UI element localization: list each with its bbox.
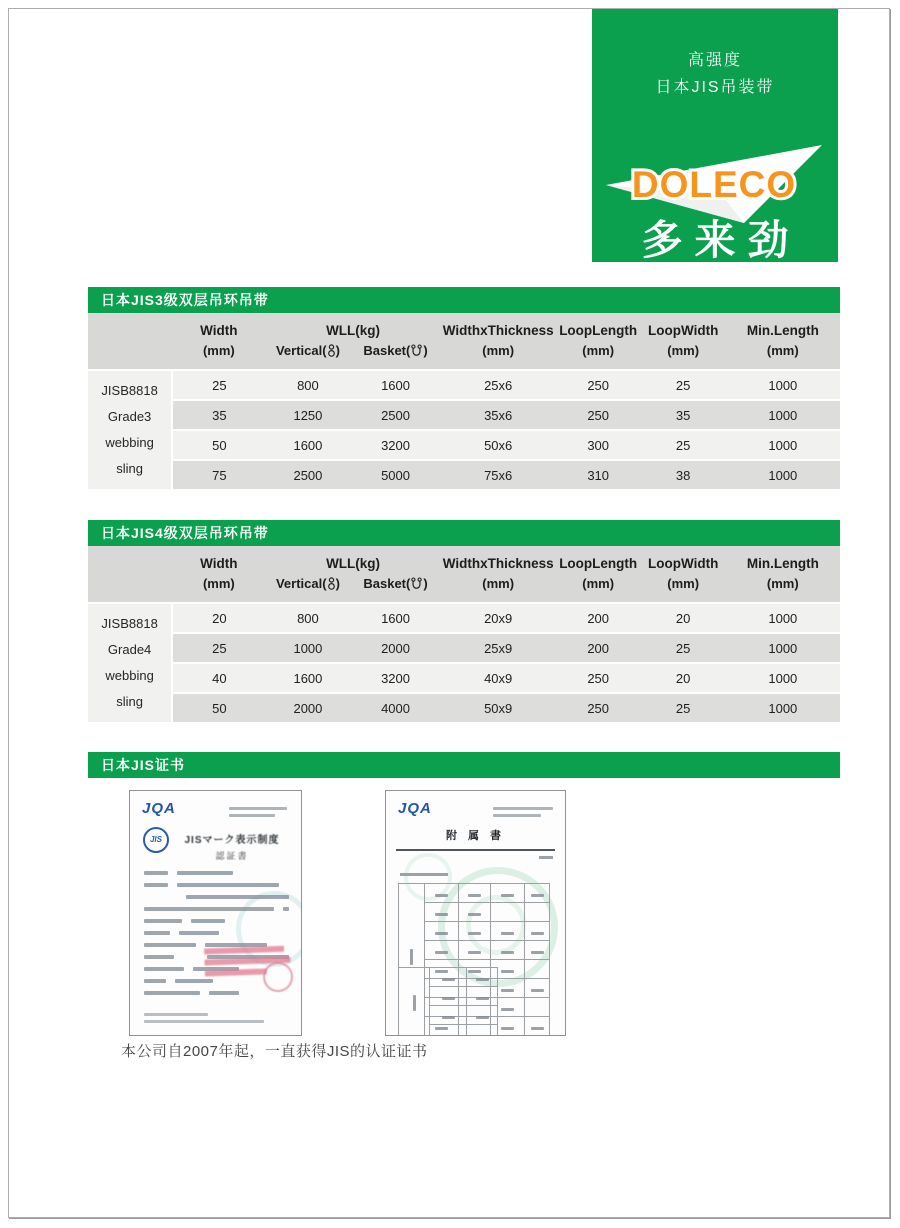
cell	[425, 941, 459, 960]
cell: 3200	[350, 663, 440, 693]
cell: 75	[172, 460, 265, 489]
cert-header-text-lines	[493, 807, 555, 821]
cert-title-line2: 認証書	[215, 851, 249, 861]
unit-mm: (mm)	[726, 574, 840, 603]
spec-table-grade4	[88, 546, 840, 722]
cert-title: 附 属 書	[445, 830, 506, 842]
row-label-line: sling	[116, 694, 143, 709]
cell: 35x6	[441, 400, 556, 430]
blurred-text-line	[144, 919, 289, 923]
cell: 25	[641, 693, 726, 722]
cell: 1000	[726, 460, 840, 489]
cell	[525, 960, 550, 979]
blurred-text-line	[493, 814, 541, 817]
cell: 5000	[350, 460, 440, 489]
cell	[430, 987, 467, 1006]
unit-mm: (mm)	[441, 341, 556, 370]
col-header-width-thickness: WidthxThickness	[441, 313, 556, 341]
col-header-width: Width	[172, 313, 265, 341]
cell	[425, 884, 459, 903]
row-label-line: sling	[116, 461, 143, 476]
blurred-text-line	[144, 1013, 208, 1016]
certificate-jis-left	[129, 790, 302, 1036]
cell: 38	[641, 460, 726, 489]
cell: 2000	[265, 693, 350, 722]
cell: 2500	[265, 460, 350, 489]
cell	[491, 941, 525, 960]
cell: 1600	[265, 663, 350, 693]
cell: 2000	[350, 633, 440, 663]
cell	[525, 1017, 550, 1036]
cert-table-secondary	[398, 967, 498, 1036]
cell: 40	[172, 663, 265, 693]
cell: 25	[641, 370, 726, 400]
cert-title	[174, 831, 290, 862]
cell: 1600	[350, 370, 440, 400]
row-label-line: Grade3	[107, 409, 152, 424]
cell	[467, 968, 498, 987]
cell	[459, 941, 491, 960]
basket-hitch-icon	[406, 576, 428, 591]
row-label-line: JISB8818	[101, 383, 158, 398]
col-header-loop-length: LoopLength	[556, 546, 641, 574]
unit-mm: (mm)	[641, 574, 726, 603]
certificate-jis-right	[385, 790, 566, 1036]
cell: 1600	[350, 603, 440, 633]
col-header-min-length: Min.Length	[726, 546, 840, 574]
cell	[430, 968, 467, 987]
jqa-logo: JQA	[142, 800, 176, 817]
cell: 200	[556, 633, 641, 663]
cell: 1000	[726, 603, 840, 633]
cell	[525, 922, 550, 941]
cell	[425, 922, 459, 941]
jqa-logo: JQA	[398, 800, 432, 817]
cell: 4000	[350, 693, 440, 722]
cell: 310	[556, 460, 641, 489]
corner-cell	[88, 313, 172, 370]
cell: 200	[556, 603, 641, 633]
cell	[459, 922, 491, 941]
cell: 300	[556, 430, 641, 460]
cell: 25	[172, 633, 265, 663]
row-label-line: Grade4	[107, 642, 152, 657]
cell: 250	[556, 400, 641, 430]
cell: 3200	[350, 430, 440, 460]
tagline-line2: 日本JIS吊装带	[655, 79, 775, 96]
jis-mark-icon: JIS	[143, 827, 169, 853]
cell	[525, 979, 550, 998]
row-label-line: JISB8818	[101, 616, 158, 631]
cell: 35	[641, 400, 726, 430]
cell	[491, 903, 525, 922]
vertical-label: Vertical	[275, 576, 323, 591]
cert-title-line1: JISマーク表示制度	[184, 835, 280, 846]
cell	[459, 903, 491, 922]
col-header-loop-width: LoopWidth	[641, 313, 726, 341]
cell: 40x9	[441, 663, 556, 693]
blurred-text-line	[144, 871, 289, 875]
col-header-vertical	[265, 574, 350, 603]
blurred-text-line	[539, 856, 553, 859]
blurred-text-line	[144, 1020, 264, 1023]
cell	[459, 884, 491, 903]
cert-header-text-lines	[229, 807, 291, 821]
cell: 35	[172, 400, 265, 430]
cell	[467, 1006, 498, 1025]
tagline-line1: 高强度	[687, 52, 742, 69]
cell: 75x6	[441, 460, 556, 489]
unit-mm: (mm)	[172, 341, 265, 370]
divider	[396, 849, 555, 851]
cell	[425, 903, 459, 922]
section-banner-certificates: 日本JIS证书	[88, 752, 840, 778]
unit-mm: (mm)	[726, 341, 840, 370]
col-header-min-length: Min.Length	[726, 313, 840, 341]
row-label-line: webbing	[105, 435, 154, 450]
col-header-vertical	[265, 341, 350, 370]
col-header-wll: WLL(kg)	[265, 546, 440, 574]
blurred-text-line	[400, 873, 448, 876]
cell: 1000	[726, 663, 840, 693]
unit-mm: (mm)	[556, 574, 641, 603]
cell: 1000	[726, 370, 840, 400]
cell: 800	[265, 370, 350, 400]
unit-mm: (mm)	[641, 341, 726, 370]
cell: 250	[556, 370, 641, 400]
blurred-text-line	[229, 807, 287, 810]
cell	[467, 987, 498, 1006]
vertical-label: Vertical	[275, 343, 323, 358]
cell: 20	[641, 603, 726, 633]
cell: 1000	[726, 693, 840, 722]
cell: 1000	[265, 633, 350, 663]
cell: 50	[172, 430, 265, 460]
cell: 250	[556, 663, 641, 693]
section-banner-grade4: 日本JIS4级双层吊环吊带	[88, 520, 840, 546]
row-label-grade3	[88, 370, 172, 489]
cell	[491, 922, 525, 941]
cell	[399, 968, 430, 1037]
cell	[525, 884, 550, 903]
red-seal-icon	[263, 961, 294, 992]
col-header-width: Width	[172, 546, 265, 574]
col-header-wll: WLL(kg)	[265, 313, 440, 341]
col-header-width-thickness: WidthxThickness	[441, 546, 556, 574]
cell	[525, 903, 550, 922]
section-banner-grade3: 日本JIS3级双层吊环吊带	[88, 287, 840, 313]
blurred-text-line	[144, 907, 289, 911]
cell: 250	[556, 693, 641, 722]
cell: 50	[172, 693, 265, 722]
basket-label: Basket	[363, 576, 407, 591]
cell: 20	[641, 663, 726, 693]
unit-mm: (mm)	[556, 341, 641, 370]
caption: 本公司自2007年起，一直获得JIS的认证证书	[121, 1043, 428, 1060]
blurred-text-line	[144, 931, 289, 935]
col-header-loop-length: LoopLength	[556, 313, 641, 341]
blurred-text-line	[144, 895, 289, 899]
cell: 1600	[265, 430, 350, 460]
cell: 800	[265, 603, 350, 633]
corner-cell	[88, 546, 172, 603]
row-label-grade4	[88, 603, 172, 722]
cell: 1000	[726, 633, 840, 663]
unit-mm: (mm)	[172, 574, 265, 603]
basket-hitch-icon	[406, 343, 428, 358]
red-stamp	[204, 945, 294, 1006]
cell: 25x9	[441, 633, 556, 663]
logo-text: DOLECO	[631, 164, 797, 205]
cell	[525, 941, 550, 960]
cell	[430, 1025, 467, 1037]
cell	[491, 884, 525, 903]
cell	[467, 1025, 498, 1037]
cert-footer-text	[144, 1013, 289, 1027]
blurred-text-line	[493, 807, 553, 810]
cell: 50x9	[441, 693, 556, 722]
spec-table-grade3	[88, 313, 840, 489]
cell: 1250	[265, 400, 350, 430]
cell: 25	[172, 370, 265, 400]
cell: 1000	[726, 400, 840, 430]
cell: 25x6	[441, 370, 556, 400]
cell: 20	[172, 603, 265, 633]
col-header-loop-width: LoopWidth	[641, 546, 726, 574]
basket-label: Basket	[363, 343, 407, 358]
cell: 25	[641, 430, 726, 460]
cell: 20x9	[441, 603, 556, 633]
blurred-text-line	[229, 814, 275, 817]
cell: 1000	[726, 430, 840, 460]
cell: 25	[641, 633, 726, 663]
cell	[525, 998, 550, 1017]
cell: 50x6	[441, 430, 556, 460]
row-label-line: webbing	[105, 668, 154, 683]
vertical-hitch-icon	[322, 343, 340, 358]
col-header-basket	[350, 574, 440, 603]
blurred-text-line	[144, 883, 289, 887]
brand-name: 多来劲	[641, 217, 801, 263]
vertical-hitch-icon	[322, 576, 340, 591]
cell	[430, 1006, 467, 1025]
col-header-basket	[350, 341, 440, 370]
brand-panel	[592, 9, 838, 262]
cell: 2500	[350, 400, 440, 430]
unit-mm: (mm)	[441, 574, 556, 603]
